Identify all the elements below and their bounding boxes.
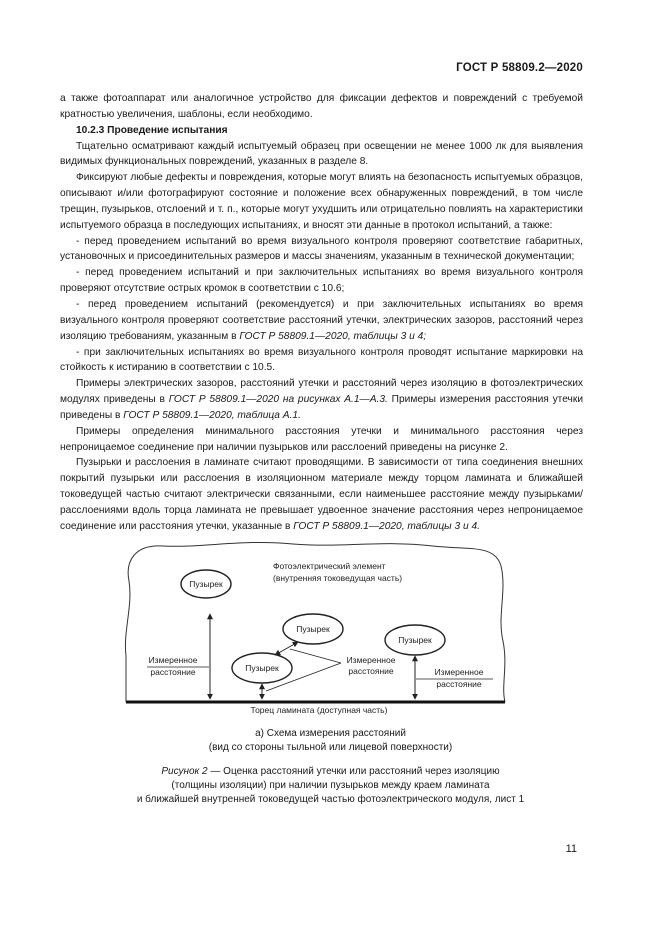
figure-caption-text: — Оценка расстояний утечки или расстояний через изоляцию [207,766,500,777]
paragraph-bubbles-text: Пузырьки и расслоения в ламинате считают проводящими. В зависимости от типа соединения внешних покрытий пузырьки или расслоения в изоляционном материале между торцом ламината и ближайшей токоведущей частью считают электрически связанными, если наименьшее расстояние между пузырьками/расслоениями вдоль торца ламината не превышает удвоенное значение расстояния через непроницаемое соединение или расстояния утечки, указанные в [60,457,583,532]
paragraph-continuation: а также фотоаппарат или аналогичное устройство для фиксации дефектов и повреждений с требуемой кратностью увеличения, шаблоны, если необходимо. [60,93,583,120]
measurement-diagram [123,536,508,716]
document-header: ГОСТ Р 58809.2—2020 [456,62,583,74]
list-item-marking: - при заключительных испытаниях во время визуального контроля проводят испытание маркировки на стойкость к истиранию в соответствии с 10.5. [60,346,583,374]
bubble-3-label: Пузырек [245,663,279,673]
figure-caption-line-1 [0,765,661,779]
list-item-sharp-edges: - перед проведением испытаний и при заключительных испытаниях во время визуального контроля проверяют отсутствие острых кромок в соответствии с 10.6; [60,267,583,295]
figure-label: Рисунок 2 [161,766,208,777]
figure-caption-line-2: (толщины изоляции) при наличии пузырьков между краем ламината [171,779,490,791]
paragraph-examples-text: Примеры электрических зазоров, расстояний утечки и расстояний через изоляцию в фотоэлектрических модулях приведены в [60,378,583,406]
subfigure-caption-line-2: (вид со стороны тыльной или лицевой поверхности) [208,741,453,753]
element-title: Фотоэлектрический элемент [273,561,386,571]
list-item-clearances-text: - перед проведением испытаний (рекомендуется) и при заключительных испытаниях во время визуального контроля проверяют соответствие расстояний утечки, электрических зазоров, расстояний через изоляцию требованиям, указанным в [60,298,583,342]
standard-reference: ГОСТ Р 58809.1—2020, таблицы 3 и 4. [293,520,480,532]
list-item-dimensions: - перед проведением испытаний во время визуального контроля проверяют соответствие габаритных, установочных и присоединительных размеров и массы значениям, указанным в технической документации; [60,235,583,263]
laminate-edge-label: Торец ламината (доступная часть) [250,705,388,715]
paragraph-figure-ref: Примеры определения минимального расстояния утечки и минимального расстояния через непроницаемое соединение при наличии пузырьков или расслоений приведены на рисунке 2. [60,425,583,453]
list-item-clearances [60,297,583,345]
paragraph-examples [60,376,583,424]
right-measured-label-2: расстояние [436,679,482,689]
mid-measured-label-1: Измеренное [346,655,396,665]
paragraph-bubbles [60,455,583,534]
bubble-link-arrow [275,642,298,655]
left-measured-label-1: Измеренное [148,655,198,665]
page-number: 11 [565,843,577,855]
element-subtitle: (внутренняя токоведущая часть) [273,573,403,583]
figure-caption [0,765,661,806]
section-heading: 10.2.3 Проведение испытания [76,124,228,136]
right-measured-label-1: Измеренное [434,667,484,677]
standard-reference: ГОСТ Р 58809.1—2020, таблица А.1. [123,409,301,421]
bubble-1-label: Пузырек [189,579,223,589]
left-measured-label-2: расстояние [150,667,196,677]
bubble-2-label: Пузырек [296,624,330,634]
paragraph-examples-text-2: Примеры измерения расстояния утечки приведены в [60,394,584,421]
paragraph-inspection: Тщательно осматривают каждый испытуемый образец при освещении не менее 1000 лк для выявления видимых функциональных повреждений, указанных в разделе 8. [60,140,583,168]
mid-measured-label-2: расстояние [348,666,394,676]
standard-reference: ГОСТ Р 58809.1—2020 на рисунках А.1—А.3. [168,394,388,406]
paragraph-defects: Фиксируют любые дефекты и повреждения, которые могут влиять на безопасность испытуемых образцов, описывают и/или фотографируют состояние и положение всех обнаруженных повреждений, в том числе трещин, пузырьков, отслоений и т. п., которые могут ухудшить или отрицательно повлиять на характеристики испытуемого образца в последующих испытаниях, и вносят эти данные в протокол испытаний, а также: [60,172,584,231]
mid-leader-1 [290,649,341,663]
diagram-svg [123,536,508,716]
subfigure-caption [0,727,661,754]
body-text [60,91,583,535]
bubble-4-label: Пузырек [398,635,432,645]
standard-reference: ГОСТ Р 58809.1—2020, таблицы 3 и 4; [239,330,427,342]
figure-caption-line-3: и ближайшей внутренней токоведущей частью фотоэлектрического модуля, лист 1 [136,793,525,805]
subfigure-caption-line-1: а) Схема измерения расстояний [255,728,406,739]
